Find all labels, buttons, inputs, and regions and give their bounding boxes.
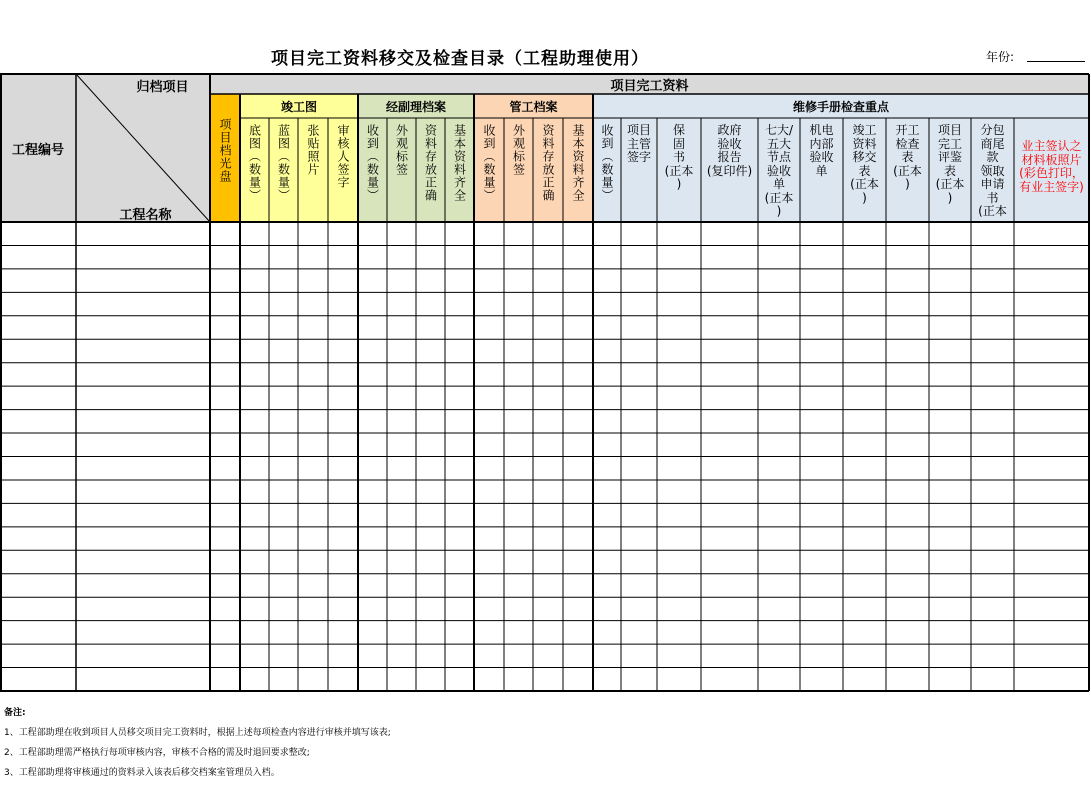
disc-column-header: 项目档光盘 [218,118,232,183]
site-col-header: 外观标签 [511,124,526,176]
as-built-col-header: 蓝图（数量） [276,124,291,202]
deputy-col-header: 基本资料齐全 [452,124,467,202]
site-group-header: 管工档案 [509,99,558,114]
maintenance-col-header: 分包 商尾 款 领取 申请 书 (正本 [978,123,1007,218]
maintenance-col-header: 机电 内部 验收 单 [809,123,834,178]
maintenance-col-header: 收到（数量） [600,124,614,202]
maintenance-col-header: 竣工 资料 移交 表 (正本 ) [850,123,879,205]
deputy-col-header: 外观标签 [394,124,409,176]
notes-title: 备注: [4,708,26,718]
year-label: 年份: [986,50,1015,64]
site-col-header: 收到（数量） [482,124,496,202]
project-name-header: 工程名称 [119,207,172,222]
site-col-header: 基本资料齐全 [571,124,585,202]
maintenance-group-header: 维修手册检查重点 [792,99,889,114]
maintenance-col-header: 七大/ 五大 节点 验收 单 (正本 ) [764,123,794,218]
as-built-group-header: 竣工图 [280,99,317,114]
project-no-header: 工程编号 [11,142,64,158]
maintenance-col-header: 政府 验收 报告 (复印件) [706,123,753,178]
as-built-col-header: 底图（数量） [247,124,262,202]
note-item-1: 1、工程部助理在收到项目人员移交项目完工资料时，根据上述每项检查内容进行审核并填写该表; [4,728,391,738]
maintenance-col-header: 项目 主管 签字 [626,123,651,164]
maintenance-col-header: 项目 完工 评鉴 表 (正本 ) [935,123,965,205]
deputy-col-header: 资料存放正确 [423,124,438,202]
completion-docs-header: 项目完工资料 [610,78,689,94]
deputy-group-header: 经副理档案 [385,99,446,114]
as-built-col-header: 张贴照片 [306,124,320,176]
maintenance-col-header: 保 固 书 (正本 ) [664,123,694,191]
maintenance-col-header: 开工 检查 表 (正本 ) [893,123,922,191]
note-item-2: 2、工程部助理需严格执行每项审核内容，审核不合格的需及时退回要求整改; [4,748,310,758]
page-title: 项目完工资料移交及检查目录（工程助理使用） [271,49,649,69]
archive-item-header: 归档项目 [136,79,189,94]
owner-sign-col-header: 业主签认之材料板照片(彩色打印，有业主签字) [1019,139,1084,194]
note-item-3: 3、工程部助理将审核通过的资料录入该表后移交档案室管理员入档。 [4,768,280,778]
notes-section [4,703,391,783]
as-built-col-header: 审核人签字 [336,124,350,189]
site-col-header: 资料存放正确 [541,124,555,202]
deputy-col-header: 收到（数量） [365,124,380,202]
